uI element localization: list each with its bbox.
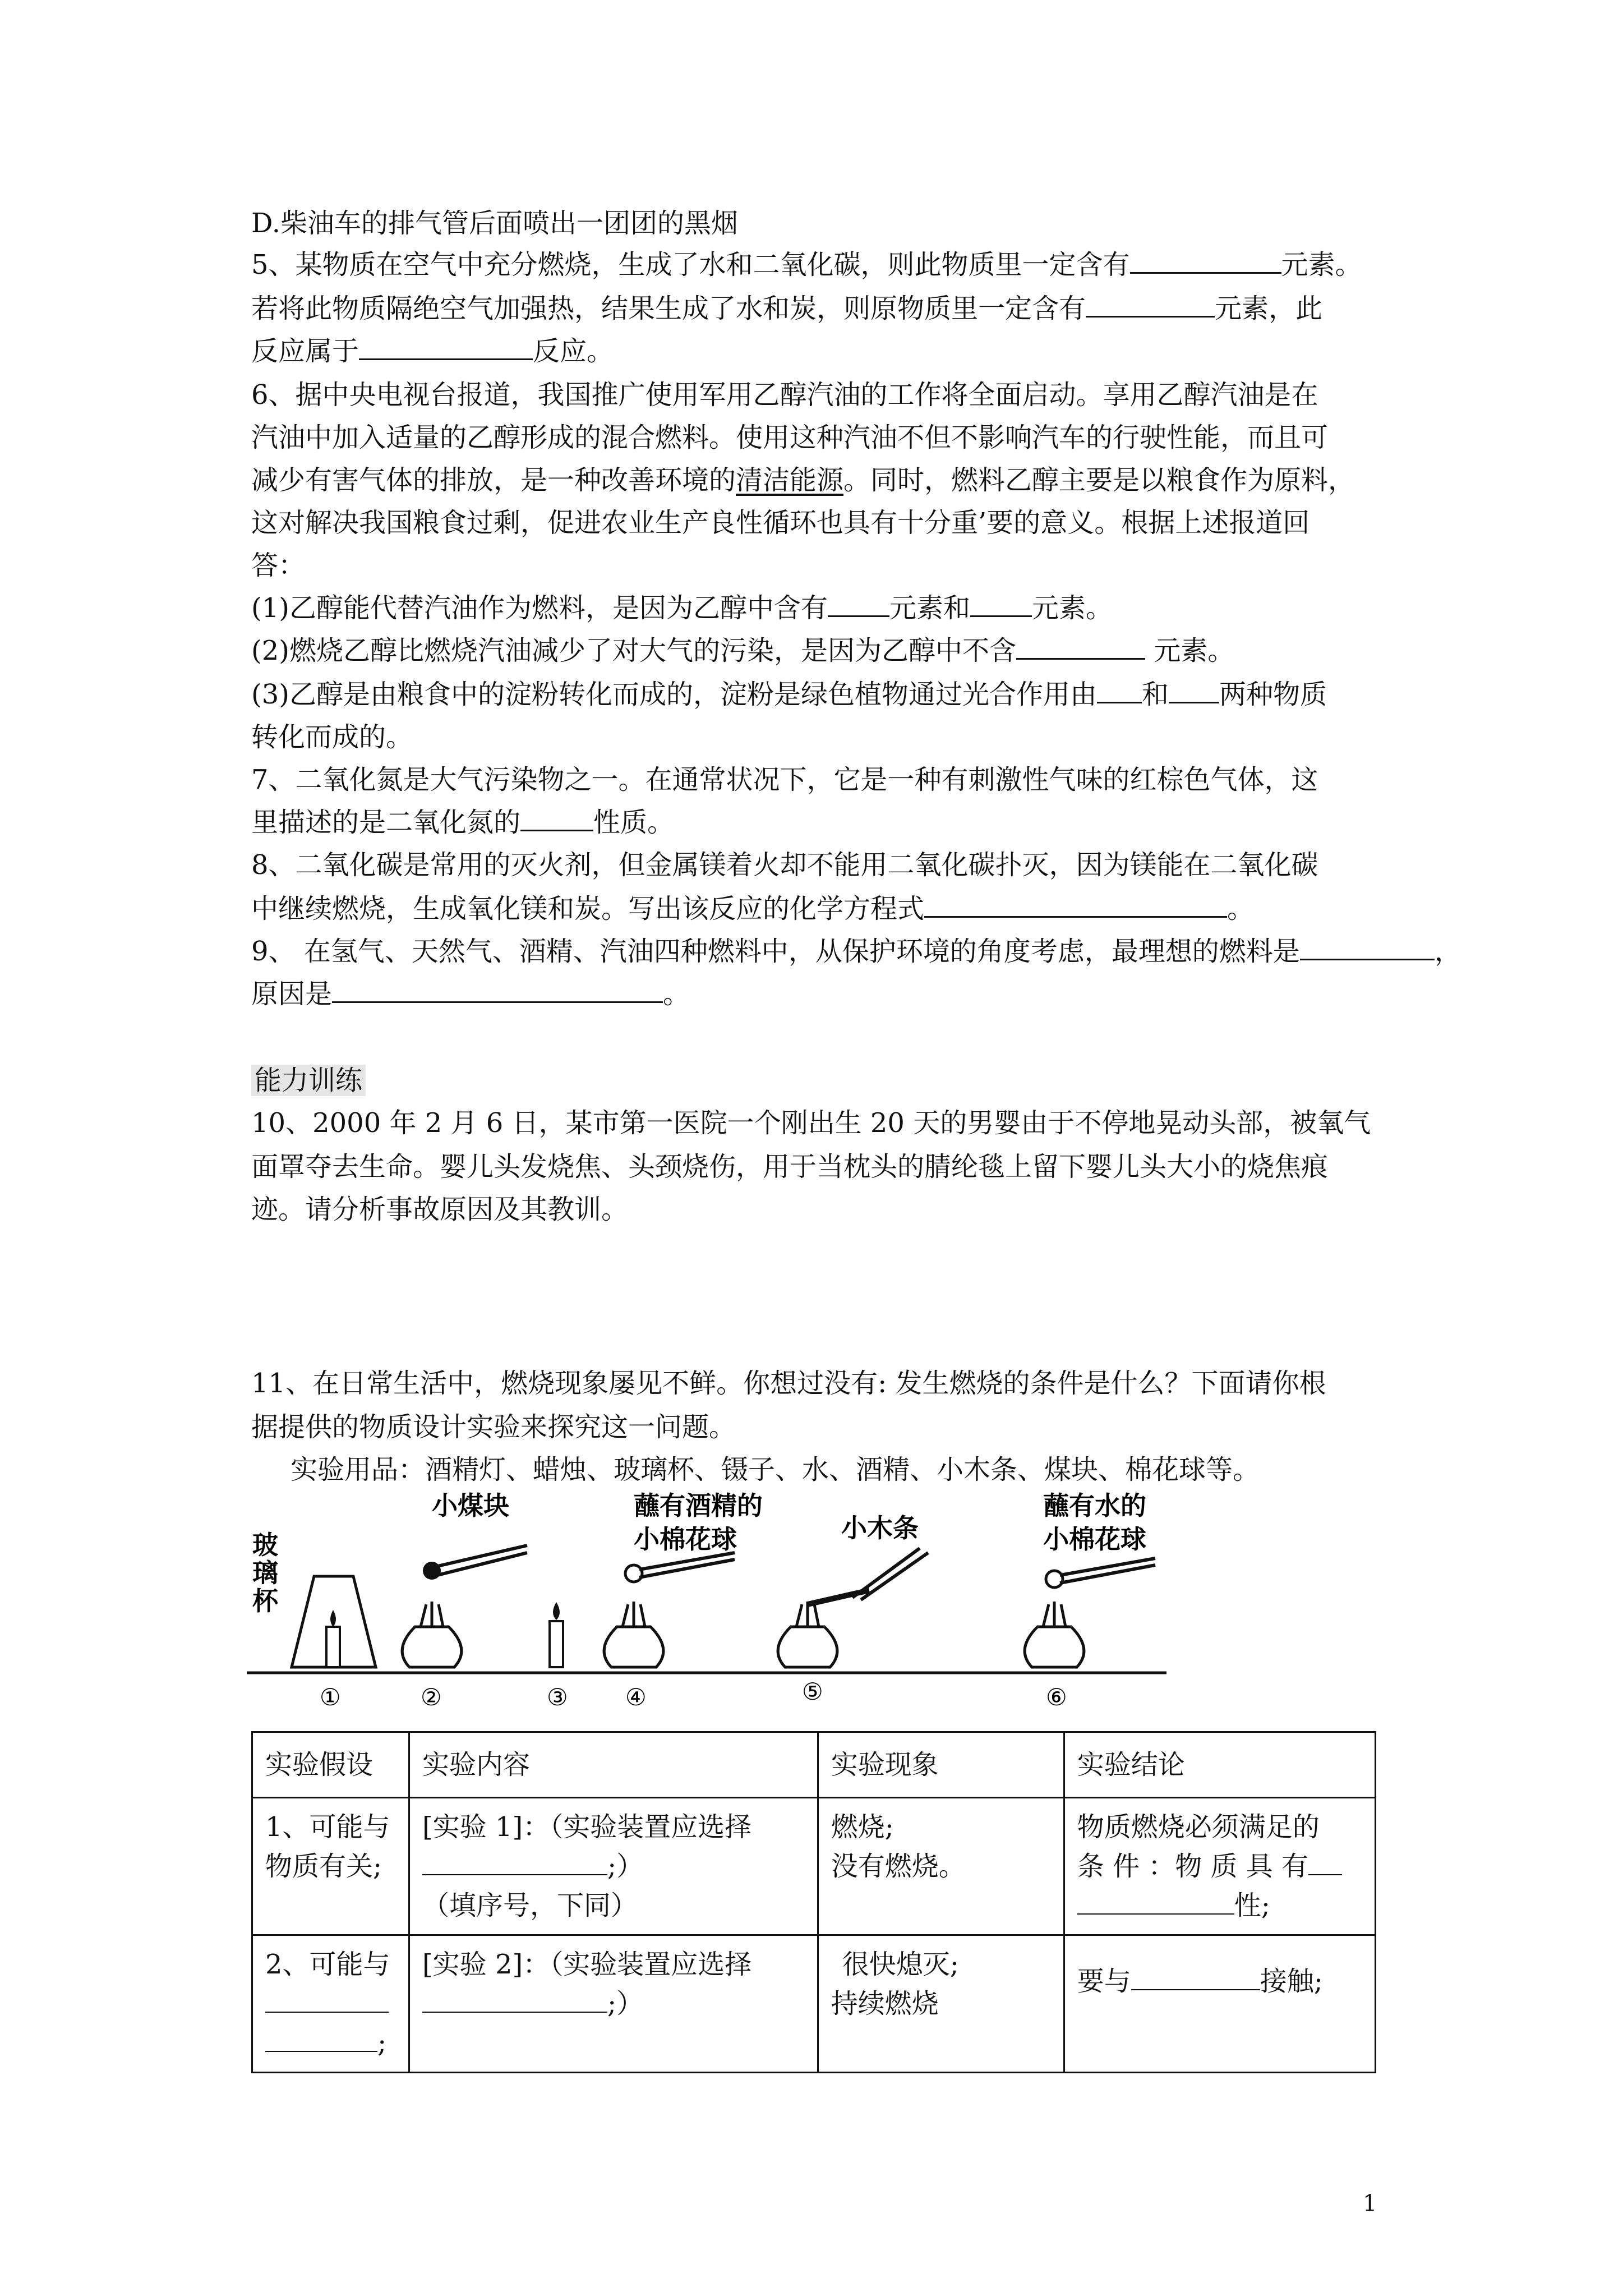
- text-line: 中继续燃烧，生成氧化镁和炭。写出该反应的化学方程式: [251, 893, 925, 924]
- q7-line2: [251, 800, 674, 845]
- q11-line1: [251, 1361, 1326, 1406]
- alcohol-lamp-icon: [604, 1627, 663, 1667]
- text-line: 元素和: [889, 592, 971, 624]
- answer-blank[interactable]: [422, 1989, 607, 2013]
- label-alcohol-cotton: 蘸有酒精的: [634, 1492, 763, 1521]
- cell-content: [409, 1935, 818, 2073]
- text-line: (3)乙醇是由粮食中的淀粉转化而成的，淀粉是绿色植物通过光合作用由: [251, 679, 1097, 710]
- label-glass: 璃: [252, 1558, 278, 1588]
- cell-text: 1、可能与: [265, 1811, 390, 1843]
- cell-text: 物质有关;: [265, 1851, 382, 1882]
- cell-text: 很快熄灭;: [842, 1949, 959, 1980]
- setup-number: ④: [625, 1683, 647, 1711]
- text-line: 性质。: [593, 807, 675, 838]
- answer-blank[interactable]: [1077, 1891, 1234, 1915]
- cell-text: 接触;: [1260, 1966, 1323, 1997]
- cell-hypothesis: [252, 1798, 409, 1935]
- answer-blank[interactable]: [265, 1989, 389, 2013]
- q5-line3: [251, 329, 614, 374]
- answer-blank[interactable]: [970, 590, 1032, 617]
- table-row: [252, 1935, 1376, 2073]
- label-glass: 玻: [252, 1530, 278, 1560]
- candle-setup: [550, 1602, 563, 1667]
- option-d: [251, 201, 738, 246]
- text-line: 据提供的物质设计实验来探究这一问题。: [251, 1411, 736, 1443]
- answer-blank[interactable]: [520, 804, 593, 831]
- cell-text: 条 件 ：物 质 具 有: [1077, 1851, 1309, 1882]
- q6-sub3: [251, 672, 1327, 717]
- text-line: 7、二氧化氮是大气污染物之一。在通常状况下，它是一种有刺激性气味的红棕色气体，这: [251, 764, 1318, 795]
- text-line: 原因是: [251, 978, 333, 1010]
- answer-blank[interactable]: [828, 590, 889, 617]
- q7-line1: [251, 757, 1318, 802]
- page-number: 1: [1363, 2191, 1377, 2216]
- flame-icon: [421, 1602, 443, 1627]
- underlined-text: 清洁能源: [736, 464, 844, 496]
- cell-text: [实验 2]：（实验装置应选择: [422, 1949, 752, 1980]
- q6-sub3-cont: [251, 715, 413, 760]
- candle-icon: [326, 1627, 340, 1667]
- flame-icon: [623, 1602, 645, 1627]
- text-line: 元素。: [1032, 592, 1113, 624]
- candle-icon: [550, 1621, 563, 1667]
- text-line: D.柴油车的排气管后面喷出一团团的黑烟: [251, 208, 739, 239]
- answer-blank[interactable]: [924, 890, 1227, 918]
- alcohol-lamp-icon: [1025, 1627, 1084, 1667]
- setup-number: ③: [547, 1683, 568, 1711]
- text-line: 元素，此: [1215, 293, 1323, 324]
- text-line: 迹。请分析事故原因及其教训。: [251, 1194, 629, 1225]
- q5-line2: [251, 286, 1322, 331]
- header-hypothesis: 实验假设: [252, 1732, 409, 1798]
- experiment-table: [251, 1731, 1376, 2073]
- cell-text: ;）: [607, 1988, 644, 2019]
- text-line: (1)乙醇能代替汽油作为燃料，是因为乙醇中含有: [251, 592, 828, 624]
- q6-line5: [251, 543, 305, 588]
- wood-stick-setup: [778, 1513, 928, 1667]
- cell-text: （填序号，下同）: [422, 1890, 638, 1921]
- cell-text: 没有燃烧。: [831, 1851, 966, 1882]
- text-line: 里描述的是二氧化氮的: [251, 807, 521, 838]
- q10-line1: [251, 1101, 1371, 1145]
- answer-blank[interactable]: [422, 1852, 607, 1875]
- q5-line1: [251, 242, 1362, 287]
- text-line: 这对解决我国粮食过剩，促进农业生产良性循环也具有十分重’要的意义。根据上述报道回: [251, 507, 1310, 539]
- apparatus-diagram: [247, 1492, 1172, 1717]
- cell-text: ;）: [607, 1851, 644, 1882]
- text-line: 6、据中央电视台报道，我国推广使用军用乙醇汽油的工作将全面启动。享用乙醇汽油是在: [251, 379, 1318, 411]
- text-line: 反应属于: [251, 335, 359, 367]
- answer-blank[interactable]: [332, 976, 663, 1003]
- answer-blank[interactable]: [1308, 1852, 1342, 1875]
- tongs-icon: [852, 1548, 920, 1598]
- answer-blank[interactable]: [1016, 632, 1145, 660]
- q9-line2: [251, 972, 690, 1016]
- text-line: 元素。: [1281, 249, 1362, 280]
- cell-text: ;: [377, 2027, 387, 2059]
- header-content: 实验内容: [409, 1732, 818, 1798]
- answer-blank[interactable]: [1131, 1967, 1260, 1990]
- text-line: 转化而成的。: [251, 721, 413, 753]
- q8-line1: [251, 843, 1318, 887]
- section-title: 能力训练: [251, 1065, 366, 1096]
- q11-materials: [291, 1447, 1260, 1492]
- table-row: [252, 1798, 1376, 1935]
- label-coal: 小煤块: [432, 1492, 509, 1521]
- alcohol-lamp-icon: [402, 1627, 462, 1667]
- setup-number: ②: [421, 1683, 442, 1711]
- text-line: 11、在日常生活中，燃烧现象屡见不鲜。你想过没有: 发生燃烧的条件是什么？下面请你根: [251, 1368, 1326, 1399]
- cell-text: 持续燃烧: [831, 1988, 939, 2019]
- text-line: 和: [1142, 679, 1169, 710]
- setup-number: ①: [320, 1683, 341, 1711]
- text-line: 5、某物质在空气中充分燃烧，生成了水和二氧化碳，则此物质里一定含有: [251, 249, 1130, 280]
- text-line: 两种物质: [1219, 679, 1327, 710]
- answer-blank[interactable]: [1130, 246, 1281, 274]
- text-line: 答：: [251, 550, 306, 581]
- cell-text: 要与: [1077, 1966, 1131, 1997]
- answer-blank[interactable]: [1169, 676, 1219, 703]
- q6-line4: [251, 500, 1310, 545]
- text-line: (2)燃烧乙醇比燃烧汽油减少了对大气的污染，是因为乙醇中不含: [251, 635, 1016, 666]
- q10-line3: [251, 1187, 628, 1232]
- flame-icon: [553, 1602, 560, 1620]
- flame-icon: [1043, 1602, 1066, 1627]
- tongs-icon: [861, 1553, 928, 1600]
- text-line: 8、二氧化碳是常用的灭火剂，但金属镁着火却不能用二氧化碳扑灭，因为镁能在二氧化碳: [251, 849, 1318, 881]
- cell-phenomenon: [818, 1798, 1064, 1935]
- cell-content: [409, 1798, 818, 1935]
- header-phenomenon: 实验现象: [818, 1732, 1064, 1798]
- label-alcohol-cotton: 小棉花球: [634, 1524, 737, 1554]
- cell-text: 2、可能与: [265, 1949, 390, 1980]
- text-line: 10、2000 年 2 月 6 日，某市第一医院一个刚出生 20 天的男婴由于不停地晃动头部，被氧气: [251, 1107, 1371, 1139]
- text-line: 若将此物质隔绝空气加强热，结果生成了水和炭，则原物质里一定含有: [251, 293, 1086, 324]
- q6-sub1: [251, 586, 1113, 631]
- label-water-cotton: 小棉花球: [1043, 1524, 1146, 1554]
- q8-line2: [251, 886, 1254, 931]
- text-line: 。: [1227, 893, 1255, 924]
- q6-line3: [251, 458, 1355, 503]
- experiment-figure: [247, 1492, 1172, 1717]
- text-line: 9、 在氢气、天然气、酒精、汽油四种燃料中，从保护环境的角度考虑，最理想的燃料是: [251, 936, 1300, 967]
- cell-text: 燃烧;: [831, 1811, 894, 1843]
- text-line: 实验用品：酒精灯、蜡烛、玻璃杯、镊子、水、酒精、小木条、煤块、棉花球等。: [291, 1454, 1260, 1485]
- label-wood-stick: 小木条: [841, 1513, 919, 1543]
- cell-text: 性;: [1234, 1890, 1270, 1921]
- answer-blank[interactable]: [1086, 290, 1215, 318]
- flame-icon: [330, 1610, 336, 1627]
- cotton-ball-icon: [1046, 1571, 1063, 1588]
- cell-hypothesis: [252, 1935, 409, 2073]
- coal-setup: [402, 1492, 527, 1667]
- label-water-cotton: 蘸有水的: [1043, 1492, 1146, 1521]
- text-line: 反应。: [533, 335, 614, 367]
- cell-phenomenon: [818, 1935, 1064, 2073]
- alcohol-cotton-setup: [604, 1492, 763, 1667]
- cell-text: [实验 1]：（实验装置应选择: [422, 1811, 752, 1843]
- cell-conclusion: [1064, 1935, 1375, 2073]
- q6-sub2: [251, 628, 1234, 673]
- cell-conclusion: [1064, 1798, 1375, 1935]
- text-line: 减少有害气体的排放，是一种改善环境的: [251, 464, 736, 496]
- answer-blank[interactable]: [1097, 676, 1142, 703]
- alcohol-lamp-icon: [778, 1627, 837, 1667]
- water-cotton-setup: [1025, 1492, 1155, 1667]
- cotton-ball-icon: [625, 1565, 642, 1582]
- answer-blank[interactable]: [265, 2028, 377, 2052]
- label-glass: 杯: [252, 1586, 278, 1616]
- setup-number: ⑤: [802, 1678, 823, 1705]
- glass-cup-setup: [252, 1530, 376, 1667]
- section-heading: [251, 1058, 366, 1103]
- table-header-row: [252, 1732, 1376, 1798]
- header-conclusion: 实验结论: [1064, 1732, 1375, 1798]
- q10-line2: [251, 1144, 1328, 1189]
- text-line: 汽油中加入适量的乙醇形成的混合燃料。使用这种汽油不但不影响汽车的行驶性能，而且可: [251, 422, 1329, 453]
- text-line: ，: [1434, 936, 1461, 967]
- cell-text: 物质燃烧必须满足的: [1077, 1811, 1320, 1843]
- q6-line2: [251, 415, 1328, 460]
- q9-line1: [251, 929, 1461, 974]
- text-line: 。: [663, 978, 690, 1010]
- text-line: 面罩夺去生命。婴儿头发烧焦、头颈烧伤，用于当枕头的腈纶毯上留下婴儿头大小的烧焦痕: [251, 1151, 1329, 1182]
- q11-line2: [251, 1405, 736, 1450]
- text-line: 元素。: [1145, 635, 1235, 666]
- q6-line1: [251, 372, 1318, 417]
- answer-blank[interactable]: [359, 333, 533, 360]
- text-line: 。同时，燃料乙醇主要是以粮食作为原料，: [843, 464, 1355, 496]
- setup-number: ⑥: [1046, 1683, 1067, 1711]
- answer-blank[interactable]: [1300, 933, 1435, 960]
